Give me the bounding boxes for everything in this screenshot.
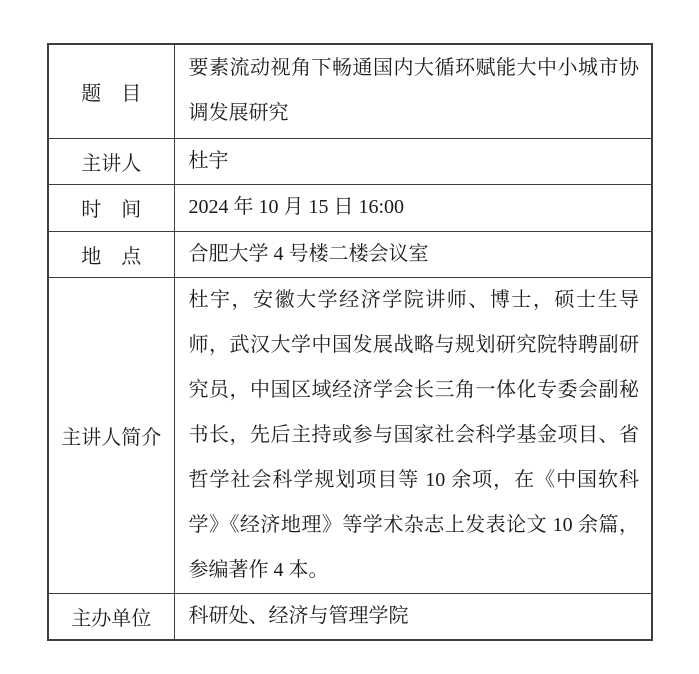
table-row-title <box>48 44 652 138</box>
row-label-title: 题 目 <box>48 44 174 138</box>
row-value-title: 要素流动视角下畅通国内大循环赋能大中小城市协调发展研究 <box>174 44 652 138</box>
row-label-location: 地 点 <box>48 231 174 277</box>
table-row-organizer <box>48 593 652 640</box>
row-value-location: 合肥大学 4 号楼二楼会议室 <box>174 231 652 277</box>
row-label-time: 时 间 <box>48 184 174 231</box>
row-value-speaker: 杜宇 <box>174 138 652 184</box>
table-row-speaker-bio <box>48 277 652 593</box>
announcement-table <box>47 43 653 641</box>
row-value-speaker-bio: 杜宇，安徽大学经济学院讲师、博士，硕士生导师，武汉大学中国发展战略与规划研究院特聘副研究员，中国区域经济学会长三角一体化专委会副秘书长，先后主持或参与国家社会科学基金项目、省哲学社会科学规划项目等 10 余项，在《中国软科学》《经济地理》等学术杂志上发表论文 10 余篇，参编著作 4 本。 <box>174 277 652 593</box>
table-row-speaker <box>48 138 652 184</box>
table-row-time <box>48 184 652 231</box>
row-label-speaker: 主讲人 <box>48 138 174 184</box>
table-row-location <box>48 231 652 277</box>
row-label-speaker-bio: 主讲人简介 <box>48 277 174 593</box>
row-value-organizer: 科研处、经济与管理学院 <box>174 593 652 640</box>
row-label-organizer: 主办单位 <box>48 593 174 640</box>
row-value-time: 2024 年 10 月 15 日 16:00 <box>174 184 652 231</box>
